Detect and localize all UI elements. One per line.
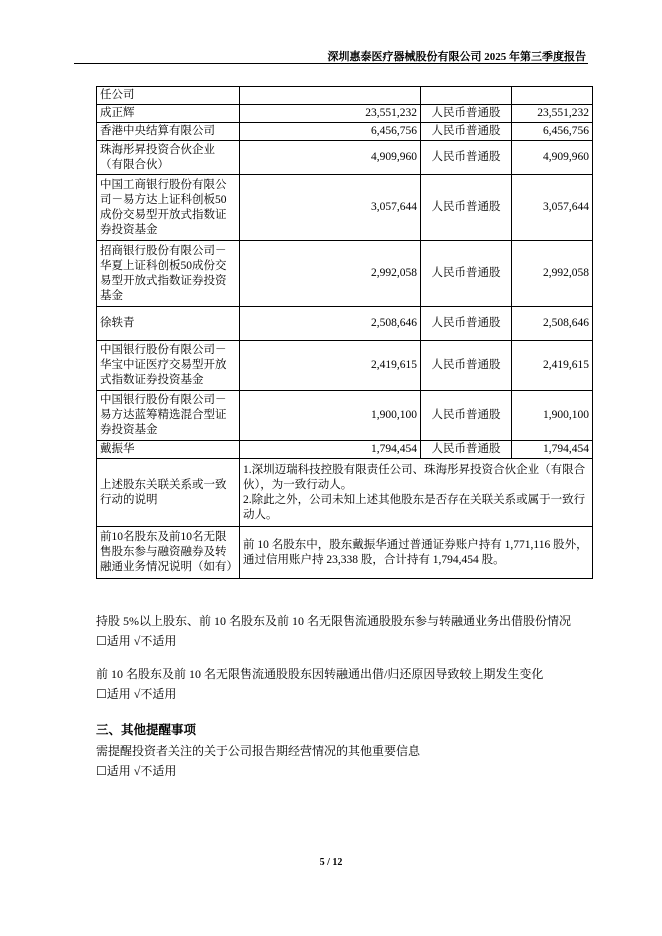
holder-amount: 4,909,960	[240, 141, 421, 175]
share-quantity: 2,992,058	[512, 241, 593, 307]
holder-name: 招商银行股份有限公司－华夏上证科创板50成份交易型开放式指数证券投资基金	[97, 241, 240, 307]
table-row	[97, 175, 593, 241]
share-class	[421, 87, 512, 105]
relation-label: 上述股东关联关系或一致行动的说明	[97, 459, 240, 527]
table-row	[97, 241, 593, 307]
holder-amount: 23,551,232	[240, 105, 421, 123]
margin-label: 前10名股东及前10名无限售股东参与融资融券及转融通业务情况说明（如有）	[97, 527, 240, 579]
holder-amount	[240, 87, 421, 105]
holder-amount: 2,419,615	[240, 341, 421, 391]
holder-name: 戴振华	[97, 441, 240, 459]
table-row	[97, 341, 593, 391]
relation-text-2: 2.除此之外，公司未知上述其他股东是否存在关联关系或属于一致行动人。	[243, 493, 586, 521]
table-row	[97, 527, 593, 579]
table-row	[97, 105, 593, 123]
reminder-statement: 需提醒投资者关注的关于公司报告期经营情况的其他重要信息	[96, 744, 421, 758]
share-class: 人民币普通股	[421, 175, 512, 241]
change-choice: ☐适用 √不适用	[96, 687, 177, 701]
share-quantity: 4,909,960	[512, 141, 593, 175]
share-class: 人民币普通股	[421, 141, 512, 175]
holder-amount: 6,456,756	[240, 123, 421, 141]
share-quantity: 1,900,100	[512, 391, 593, 441]
holder-name: 中国工商银行股份有限公司－易方达上证科创板50成份交易型开放式指数证券投资基金	[97, 175, 240, 241]
page-number: 5 / 12	[319, 857, 343, 868]
relation-text-1: 1.深圳迈瑞科技控股有限责任公司、珠海彤昇投资合伙企业（有限合伙），为一致行动人。	[243, 463, 586, 491]
holder-amount: 2,992,058	[240, 241, 421, 307]
page-header	[0, 48, 662, 64]
share-class: 人民币普通股	[421, 123, 512, 141]
holder-amount: 1,794,454	[240, 441, 421, 459]
share-class: 人民币普通股	[421, 341, 512, 391]
table-row	[97, 141, 593, 175]
reminder-choice: ☐适用 √不适用	[96, 764, 177, 778]
share-class: 人民币普通股	[421, 241, 512, 307]
holder-name: 香港中央结算有限公司	[97, 123, 240, 141]
lending-choice: ☐适用 √不适用	[96, 634, 177, 648]
relation-note	[240, 459, 593, 527]
table-row	[97, 123, 593, 141]
table-row	[97, 441, 593, 459]
change-statement: 前 10 名股东及前 10 名无限售流通股股东因转融通出借/归还原因导致较上期发生变化	[96, 667, 544, 681]
table-row	[97, 307, 593, 341]
share-class: 人民币普通股	[421, 391, 512, 441]
share-quantity: 1,794,454	[512, 441, 593, 459]
holder-name: 成正辉	[97, 105, 240, 123]
share-quantity: 2,508,646	[512, 307, 593, 341]
holder-name: 任公司	[97, 87, 240, 105]
section-title: 三、其他提醒事项	[96, 723, 197, 737]
holder-name: 中国银行股份有限公司－易方达蓝筹精选混合型证券投资基金	[97, 391, 240, 441]
share-quantity: 3,057,644	[512, 175, 593, 241]
table-row	[97, 87, 593, 105]
holder-amount: 3,057,644	[240, 175, 421, 241]
shareholder-table	[96, 86, 593, 579]
lending-statement: 持股 5%以上股东、前 10 名股东及前 10 名无限售流通股股东参与转融通业务出借股份情况	[96, 614, 571, 628]
share-class: 人民币普通股	[421, 105, 512, 123]
share-quantity	[512, 87, 593, 105]
header-divider	[74, 63, 588, 64]
share-quantity: 23,551,232	[512, 105, 593, 123]
holder-amount: 2,508,646	[240, 307, 421, 341]
holder-amount: 1,900,100	[240, 391, 421, 441]
table-row	[97, 391, 593, 441]
share-class: 人民币普通股	[421, 441, 512, 459]
report-title: 深圳惠泰医疗器械股份有限公司 2025 年第三季度报告	[327, 51, 586, 63]
share-class: 人民币普通股	[421, 307, 512, 341]
share-quantity: 2,419,615	[512, 341, 593, 391]
holder-name: 徐轶青	[97, 307, 240, 341]
margin-note: 前 10 名股东中，股东戴振华通过普通证券账户持有 1,771,116 股外，通过信用账户持 23,338 股，合计持有 1,794,454 股。	[240, 527, 593, 579]
share-quantity: 6,456,756	[512, 123, 593, 141]
holder-name: 中国银行股份有限公司－华宝中证医疗交易型开放式指数证券投资基金	[97, 341, 240, 391]
table-row	[97, 459, 593, 527]
holder-name: 珠海彤昇投资合伙企业（有限合伙）	[97, 141, 240, 175]
